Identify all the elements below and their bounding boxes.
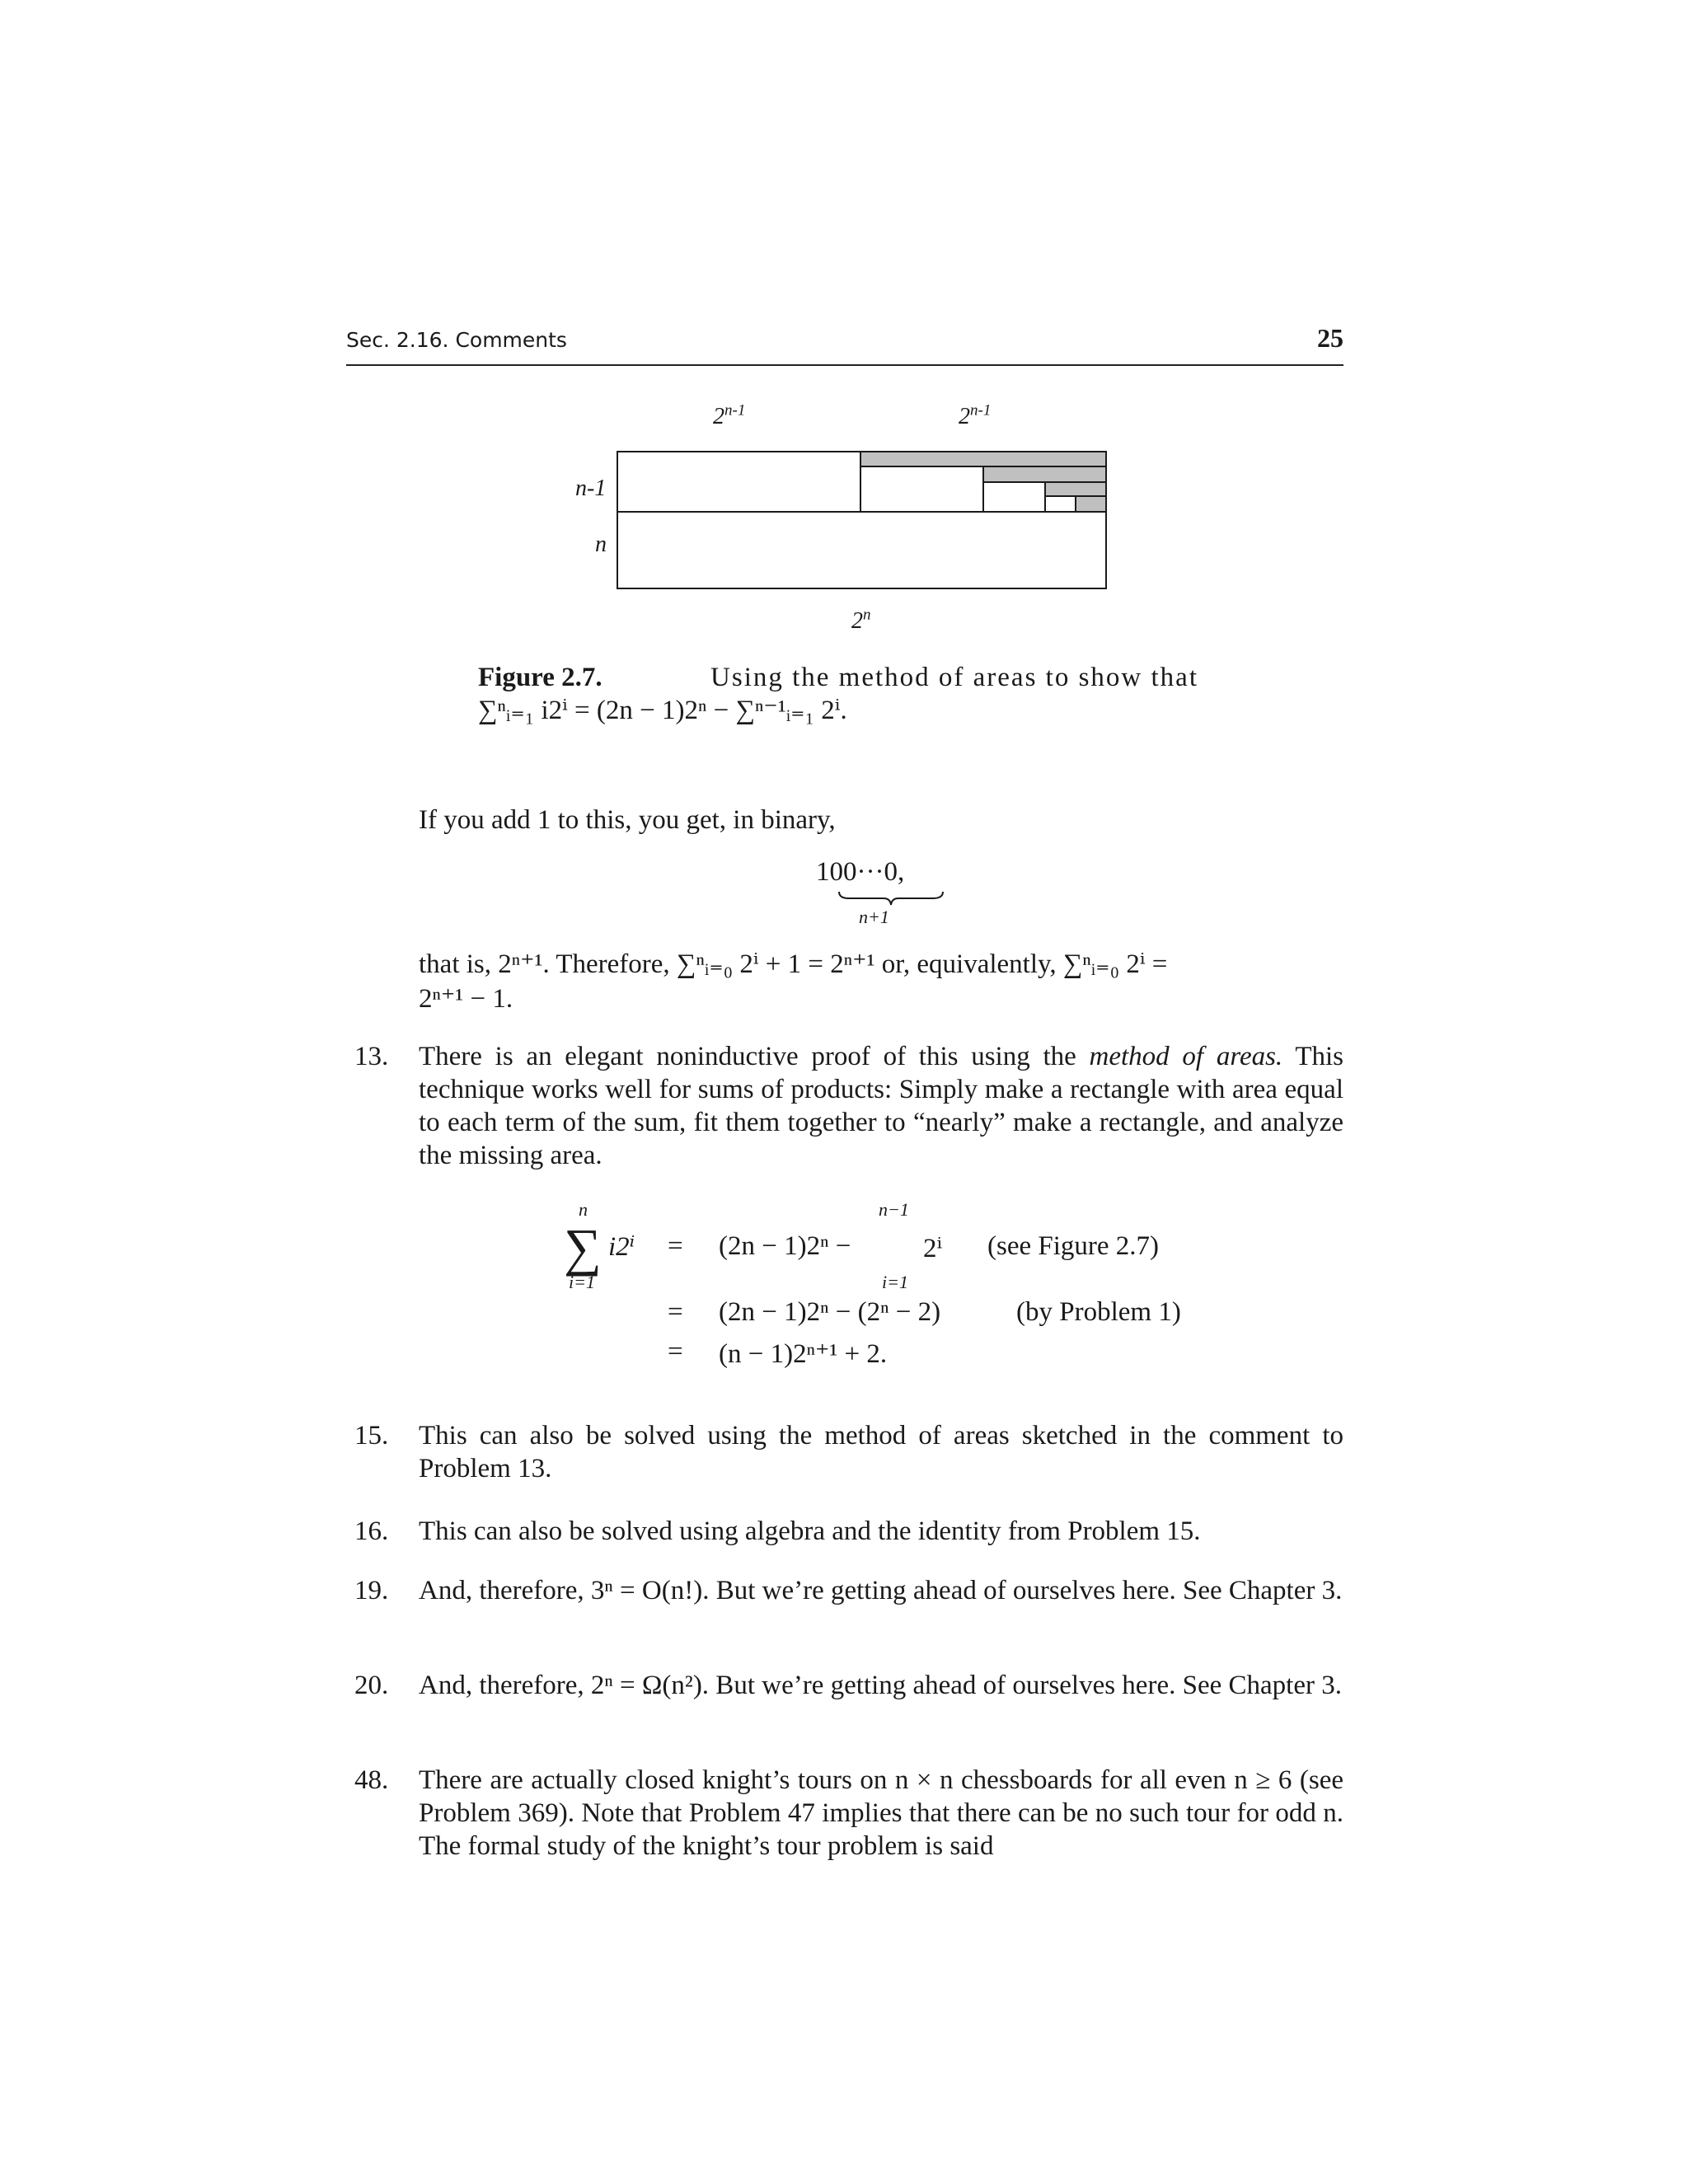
item-48-text: There are actually closed knight’s tours on n × n chessboards for all even n ≥ 6 (see Problem 369). Note that Problem 47 implies that there can be no such tour for odd n. The formal study of the knight’s tour problem is said bbox=[419, 1765, 1343, 1861]
item-20-text: And, therefore, 2ⁿ = Ω(n²). But we’re getting ahead of ourselves here. See Chapter 3. bbox=[419, 1671, 1342, 1700]
figure-caption bbox=[478, 661, 1198, 727]
binary-value: 100···0, bbox=[816, 857, 905, 887]
lhs-sum-symbol: ∑ bbox=[564, 1218, 602, 1277]
shaded-strip-2 bbox=[983, 466, 1106, 482]
block-4 bbox=[1045, 496, 1076, 512]
item-13-text: There is an elegant noninductive proof of this using the method of areas. This technique works well for sums of products: Simply make a rectangle with area equal to each term of the sum, fit them together to “nearly” make a rectangle, and analyze the missing area. bbox=[419, 1042, 1343, 1170]
label-left-lower: n bbox=[595, 532, 607, 557]
page-number: 25 bbox=[1317, 323, 1343, 353]
row1-note: (see Figure 2.7) bbox=[987, 1231, 1160, 1261]
equals-1: = bbox=[668, 1231, 683, 1261]
item-20-number: 20. bbox=[354, 1671, 389, 1700]
item-48-number: 48. bbox=[354, 1765, 389, 1795]
item-19-text: And, therefore, 3ⁿ = O(n!). But we’re getting ahead of ourselves here. See Chapter 3. bbox=[419, 1576, 1343, 1605]
label-top-right: 2$^{n-1}$ bbox=[959, 401, 992, 429]
caption-line-1 bbox=[478, 661, 1198, 694]
row1-rhs: (2n − 1)2ⁿ − bbox=[719, 1231, 851, 1261]
label-top-left: 2$^{n-1}$ bbox=[713, 401, 746, 429]
therefore-line-2: 2ⁿ⁺¹ − 1. bbox=[419, 984, 513, 1014]
item-19-number: 19. bbox=[354, 1576, 389, 1605]
label-bottom: 2$^n$ bbox=[851, 606, 871, 634]
shaded-strip-1 bbox=[860, 452, 1106, 466]
lhs-sum-upper: n bbox=[579, 1199, 588, 1220]
caption-label: Figure 2.7. bbox=[478, 663, 603, 692]
row1-sum-lower: i=1 bbox=[882, 1272, 908, 1292]
running-head bbox=[346, 323, 1343, 366]
item-15-text: This can also be solved using the method of areas sketched in the comment to Problem 13. bbox=[419, 1421, 1343, 1483]
equals-3: = bbox=[668, 1337, 683, 1366]
figure-2-7 bbox=[0, 0, 1688, 742]
row1-sum-upper: n−1 bbox=[879, 1199, 909, 1220]
lhs-term: i2ⁱ bbox=[608, 1232, 635, 1262]
shaded-strip-3 bbox=[1045, 482, 1106, 496]
outer-rectangle bbox=[617, 452, 1106, 588]
label-left-upper: n-1 bbox=[575, 476, 607, 501]
block-2 bbox=[860, 466, 983, 512]
row3-rhs: (n − 1)2ⁿ⁺¹ + 2. bbox=[719, 1339, 888, 1369]
row2-rhs: (2n − 1)2ⁿ − (2ⁿ − 2) bbox=[719, 1297, 941, 1327]
item-16-number: 16. bbox=[354, 1516, 389, 1546]
block-3 bbox=[983, 482, 1045, 512]
underbrace-icon bbox=[837, 890, 945, 907]
intro-paragraph: If you add 1 to this, you get, in binary, bbox=[419, 805, 836, 835]
section-title: Sec. 2.16. Comments bbox=[346, 328, 567, 352]
shaded-strip-4 bbox=[1076, 496, 1106, 512]
item-13-number: 13. bbox=[354, 1042, 389, 1071]
lhs-sum-lower: i=1 bbox=[569, 1272, 595, 1292]
row1-term: 2ⁱ bbox=[923, 1234, 943, 1263]
method-of-areas-diagram bbox=[0, 0, 1688, 742]
therefore-line-1: that is, 2ⁿ⁺¹. Therefore, ∑ⁿᵢ₌₀ 2ⁱ + 1 = 2ⁿ⁺¹ or, equivalently, ∑ⁿᵢ₌₀ 2ⁱ = bbox=[419, 949, 1168, 979]
item-15-number: 15. bbox=[354, 1421, 389, 1451]
item-16-text: This can also be solved using algebra and the identity from Problem 15. bbox=[419, 1516, 1201, 1546]
binary-expression bbox=[816, 857, 964, 927]
caption-text: Using the method of areas to show that bbox=[710, 663, 1198, 692]
equals-2: = bbox=[668, 1297, 683, 1327]
row2-note: (by Problem 1) bbox=[1016, 1297, 1181, 1327]
binary-underscript: n+1 bbox=[859, 907, 889, 927]
caption-line-2: ∑ⁿᵢ₌₁ i2ⁱ = (2n − 1)2ⁿ − ∑ⁿ⁻¹ᵢ₌₁ 2ⁱ. bbox=[478, 696, 847, 725]
